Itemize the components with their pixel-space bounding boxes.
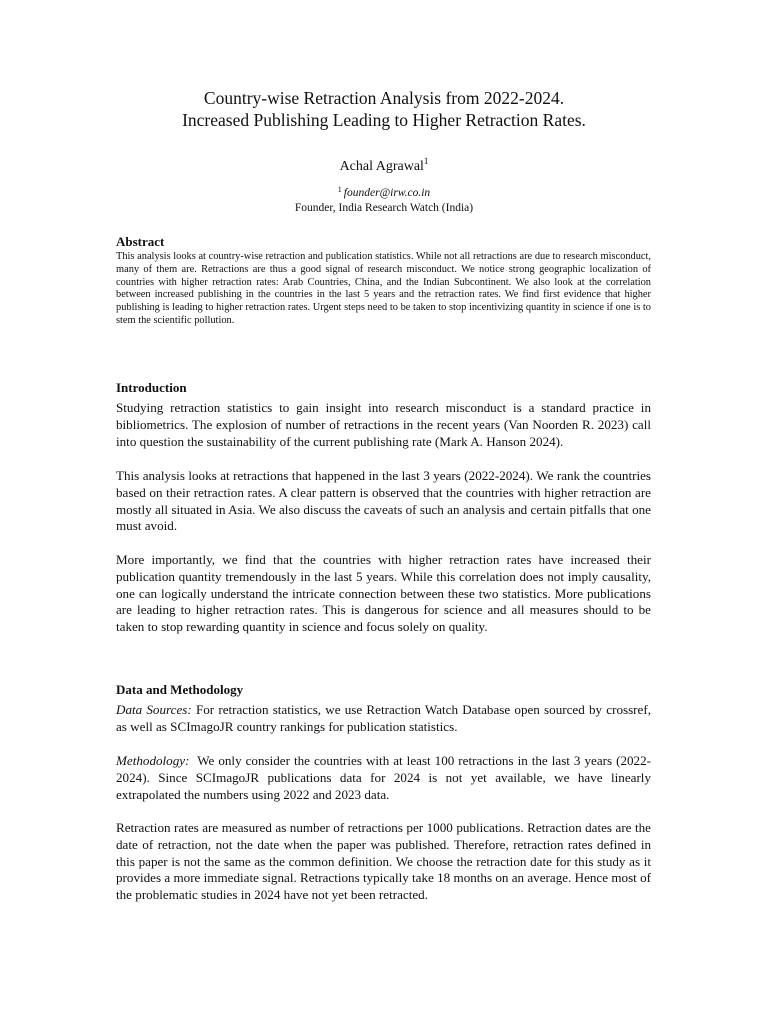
abstract-heading: Abstract <box>116 234 165 249</box>
author-email[interactable]: founder@irw.co.in <box>343 187 431 199</box>
introduction-paragraph-3: More importantly, we find that the countries with higher retraction rates have increased their publication quantity tremendously in the last 5 years. While this correlation does not imply causality, one can logically understand the intricate connection between these two statistics. More publications are leading to higher retraction rates. This is dangerous for science and all measures should to be taken to stop rewarding quantity in science and focus solely on quality. <box>116 552 651 635</box>
data-methodology-section <box>116 682 651 698</box>
data-sources-text: For retraction statistics, we use Retraction Watch Database open sourced by crossref, as well as SCImagoJR country rankings for publication statistics. <box>116 702 651 734</box>
title-line-1: Country-wise Retraction Analysis from 2022-2024. <box>203 88 565 108</box>
methodology-paragraph <box>116 753 651 803</box>
author-footnote-marker: 1 <box>423 156 429 166</box>
author-affiliation <box>0 182 768 216</box>
paper-title <box>0 87 768 131</box>
title-line-2: Increased Publishing Leading to Higher Retraction Rates. <box>182 110 586 130</box>
author-line <box>0 152 768 176</box>
affiliation-text: Founder, India Research Watch (India) <box>294 202 474 214</box>
author-name: Achal Agrawal <box>339 159 424 174</box>
email-line <box>0 182 768 201</box>
email-footnote-marker: 1 <box>337 185 342 194</box>
data-methodology-heading: Data and Methodology <box>116 682 244 697</box>
data-sources-paragraph <box>116 702 651 736</box>
methodology-label: Methodology: <box>116 753 190 768</box>
introduction-paragraph-1: Studying retraction statistics to gain insight into research misconduct is a standard practice in bibliometrics. The explosion of number of retractions in the recent years (Van Noorden R. 2023) call into question the sustainability of the current publishing rate (Mark A. Hanson 2024). <box>116 400 651 449</box>
abstract-section <box>116 234 651 328</box>
abstract-text: This analysis looks at country-wise retraction and publication statistics. While not all retractions are due to research misconduct, many of them are. Retractions are thus a good signal of research misconduct. We notice strong geographic localization of countries with higher retraction rates: Arab Countries, China, and the Indian Subcontinent. We also look at the correlation between increased publishing in the countries in the last 5 years and the retraction rates. We find first evidence that higher publishing is leading to higher retraction rates. Urgent steps need to be taken to stop incentivizing quantity in science if one is to stem the scientific pollution. <box>116 251 651 326</box>
retraction-rates-paragraph: Retraction rates are measured as number of retractions per 1000 publications. Retraction dates are the date of retraction, not the date when the paper was published. Therefore, retraction rates defined in this paper is not the same as the common definition. We choose the retraction date for this study as it provides a more immediate signal. Retractions typically take 18 months on an average. Hence most of the problematic studies in 2024 have not yet been retracted. <box>116 820 651 903</box>
methodology-text: We only consider the countries with at least 100 retractions in the last 3 years (2022-2024). Since SCImagoJR publications data for 2024 is not yet available, we have linearly extrapolated the numbers using 2022 and 2023 data. <box>116 753 652 802</box>
data-sources-label: Data Sources: <box>116 702 192 717</box>
introduction-section <box>116 380 651 396</box>
introduction-paragraph-2: This analysis looks at retractions that happened in the last 3 years (2022-2024). We rank the countries based on their retraction rates. A clear pattern is observed that the countries with higher retraction are mostly all situated in Asia. We also discuss the caveats of such an analysis and certain pitfalls that one must avoid. <box>116 468 651 534</box>
introduction-heading: Introduction <box>116 380 187 395</box>
